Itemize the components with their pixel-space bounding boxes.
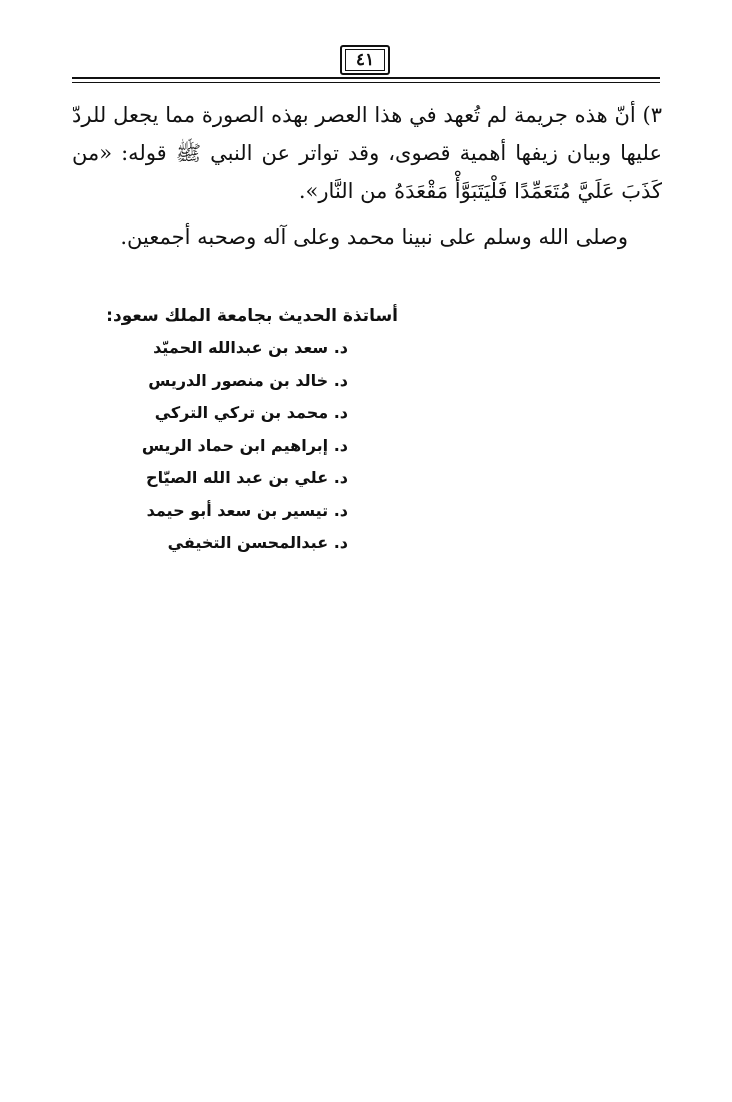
main-paragraph: ٣) أنّ هذه جريمة لم تُعهد في هذا العصر بهذه الصورة مما يجعل للردّ عليها وبيان زيفها أهمية قصوى، وقد تواتر عن النبي ﷺ قوله: «من كَذَبَ عَلَيَّ مُتَعَمِّدًا فَلْيَتَبَوَّأْ مَقْعَدَهُ من النَّار». xyxy=(72,103,662,203)
signatory-name: د. سعد بن عبدالله الحميّد xyxy=(153,338,348,357)
signatory-name: د. علي بن عبد الله الصيّاح xyxy=(146,468,348,487)
signatory-name: د. عبدالمحسن التخيفي xyxy=(167,533,348,552)
page-number-frame xyxy=(340,45,390,75)
closing-prayer: وصلى الله وسلم على نبينا محمد وعلى آله وصحبه أجمعين. xyxy=(120,225,628,249)
header-rule-top xyxy=(72,77,660,79)
signatory-name: د. خالد بن منصور الدريس xyxy=(148,370,348,390)
header-rule-bottom xyxy=(72,82,660,83)
signatory-name: د. تيسير بن سعد أبو حيمد xyxy=(146,500,348,520)
signatories-list xyxy=(72,332,398,560)
signatory-name: د. محمد بن تركي التركي xyxy=(154,403,348,422)
signatories-block xyxy=(72,300,398,560)
signatories-heading: أساتذة الحديث بجامعة الملك سعود: xyxy=(106,306,398,326)
signatory-name: د. إبراهيم ابن حماد الريس xyxy=(141,435,348,455)
page-number: ٤١ xyxy=(345,49,385,71)
